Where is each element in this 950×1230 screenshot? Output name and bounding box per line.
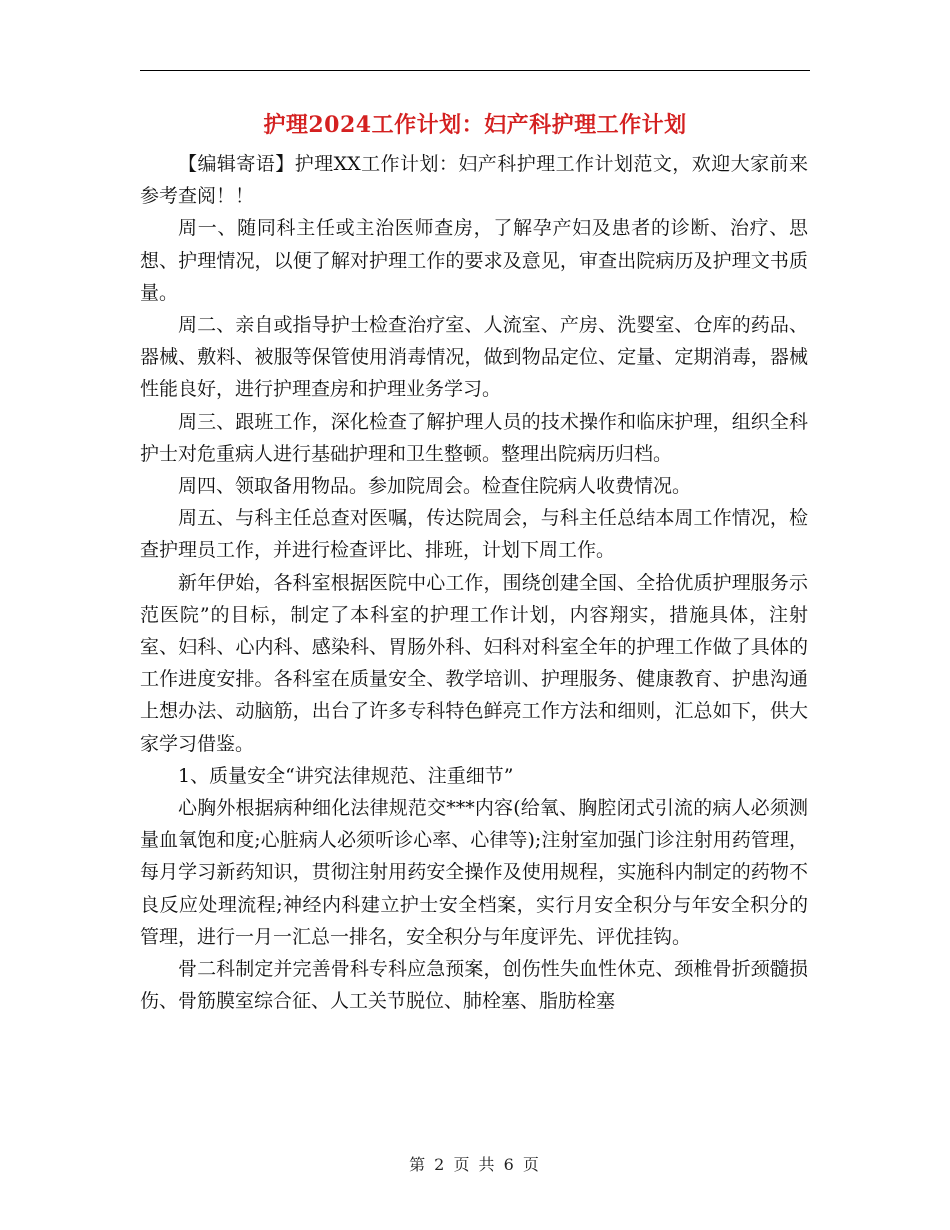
paragraph-tuesday: 周二、亲自或指导护士检查治疗室、人流室、产房、洗婴室、仓库的药品、器械、敷料、被服等保管使用消毒情况，做到物品定位、定量、定期消毒，器械性能良好，进行护理查房和护理业务学习。 (140, 314, 808, 401)
document-title: 护理2024工作计划：妇产科护理工作计划 (263, 112, 687, 138)
paragraph-editor-note: 【编辑寄语】护理XX工作计划：妇产科护理工作计划范文，欢迎大家前来参考查阅！！ (140, 153, 808, 208)
paragraph-orthopedics: 骨二科制定并完善骨科专科应急预案，创伤性失血性休克、颈椎骨折颈髓损伤、骨筋膜室综合征、人工关节脱位、肺栓塞、脂肪栓塞 (140, 958, 808, 1013)
paragraph-monday: 周一、随同科主任或主治医师查房，了解孕产妇及患者的诊断、治疗、思想、护理情况，以便了解对护理工作的要求及意见，审查出院病历及护理文书质量。 (140, 217, 808, 304)
paragraph-friday: 周五、与科主任总查对医嘱，传达院周会，与科主任总结本周工作情况，检查护理员工作，并进行检查评比、排班，计划下周工作。 (140, 507, 808, 562)
paragraph-new-year: 新年伊始，各科室根据医院中心工作，围绕创建全国、全拾优质护理服务示范医院”的目标，制定了本科室的护理工作计划，内容翔实，措施具体，注射室、妇科、心内科、感染科、胃肠外科、妇科对科室全年的护理工作做了具体的工作进度安排。各科室在质量安全、教学培训、护理服务、健康教育、护患沟通上想办法、动脑筋，出台了许多专科特色鲜亮工作方法和细则，汇总如下，供大家学习借鉴。 (140, 571, 808, 755)
page-number: 第 2 页 共 6 页 (409, 1155, 541, 1174)
header-rule (140, 70, 810, 71)
paragraph-thursday: 周四、领取备用物品。参加院周会。检查住院病人收费情况。 (178, 475, 692, 498)
paragraph-section-heading: 1、质量安全“讲究法律规范、注重细节” (178, 764, 514, 787)
paragraph-wednesday: 周三、跟班工作，深化检查了解护理人员的技术操作和临床护理，组织全科护士对危重病人进行基础护理和卫生整顿。整理出院病历归档。 (140, 410, 808, 465)
paragraph-cardiothoracic: 心胸外根据病种细化法律规范交***内容(给氧、胸腔闭式引流的病人必须测量血氧饱和度;心脏病人必须听诊心率、心律等);注射室加强门诊注射用药管理，每月学习新药知识，贯彻注射用药安全操作及使用规程，实施科内制定的药物不良反应处理流程;神经内科建立护士安全档案，实行月安全积分与年安全积分的管理，进行一月一汇总一排名，安全积分与年度评先、评优挂钩。 (140, 797, 808, 948)
document-body (140, 148, 808, 1017)
